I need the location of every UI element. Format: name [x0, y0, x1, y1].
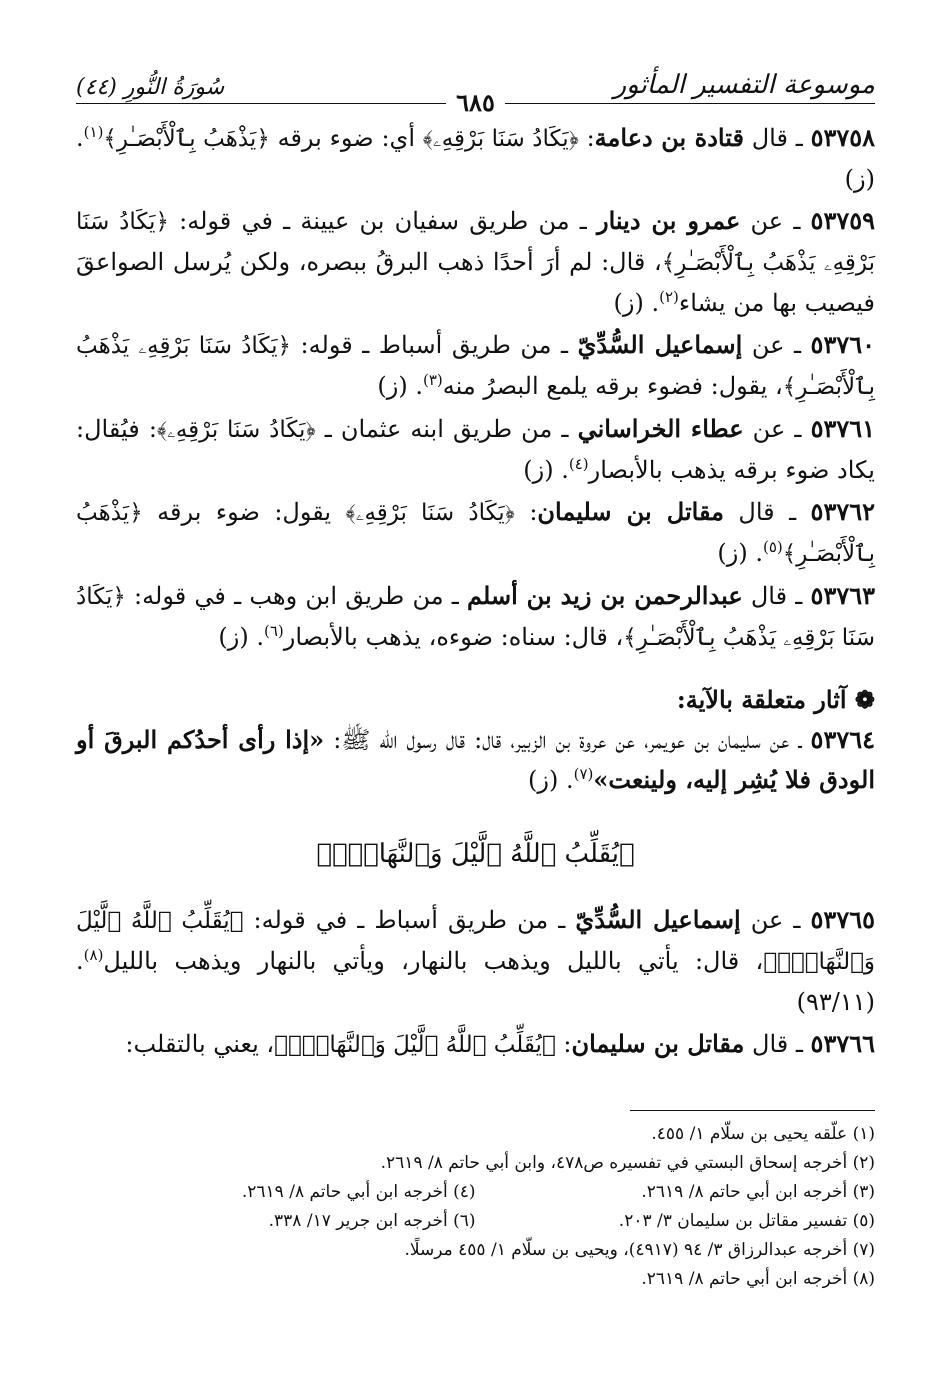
quran-quote: ﴿يَكَادُ سَنَا بَرْقِهِۦ يَذْهَبُ بِٱلْأَبْصَـٰرِ﴾: [76, 333, 875, 400]
athar-entry: [76, 409, 875, 490]
quran-quote: ﴿يُقَلِّبُ ٱللَّهُ ٱلَّيْلَ وَٱلنَّهَارَۚ﴾: [274, 1032, 556, 1058]
footnote-rule: [630, 1110, 875, 1111]
entry-prefix: ـ قال: [742, 582, 811, 610]
entry-prefix: ـ عن: [742, 331, 811, 359]
athar-entry: [76, 492, 875, 574]
entry-number: ٥٣٧٦١: [810, 414, 876, 443]
surah-title: سُورَةُ النُّورِ (٤٤): [76, 75, 225, 100]
entry-number: ٥٣٧٦٦: [810, 1029, 875, 1058]
footnotes: [76, 1120, 875, 1294]
entry-number: ٥٣٧٦٤: [810, 725, 875, 754]
entry-text: ، قال: سناه: ضوءه، يذهب بالأبصار: [283, 623, 624, 651]
entry-tail: . (ز): [523, 456, 569, 484]
entry-text: ، يقول: فضوء برقه يلمع البصرُ منه: [442, 372, 783, 400]
footnote-row: [76, 1178, 875, 1207]
entry-chain: :: [578, 124, 595, 152]
entry-tail: . (ز): [717, 539, 763, 567]
entry-number: ٥٣٧٥٩: [810, 206, 875, 235]
hadith-text: «إذا رأى أحدُكم البرقَ أو الودق فلا يُشِر إليه، ولينعت»: [76, 725, 875, 794]
entry-tail: . (ز): [613, 289, 660, 317]
entry-text: أي: ضوء برقه: [269, 124, 423, 152]
narrator-name: إسماعيل السُّدِّيّ: [575, 905, 741, 934]
athar-entry: [76, 720, 875, 800]
entry-prefix: ـ قال: [723, 498, 811, 526]
footnote-ref: (٣): [422, 371, 443, 389]
entry-text: : فيُقال: يكاد ضوء برقه يذهب بالأبصار: [76, 415, 875, 484]
footnote: (٢) أخرجه إسحاق البستي في تفسيره ص٤٧٨، وابن أبي حاتم ٨/ ٢٦١٩.: [380, 1153, 875, 1173]
entry-chain: ـ من طريق سفيان بن عيينة ـ في قوله:: [168, 207, 598, 235]
narrator-name: إسماعيل السُّدِّيّ: [577, 330, 743, 359]
entry-chain: ـ من طريق أسباط ـ قوله:: [291, 331, 578, 359]
footnote-row: [76, 1207, 875, 1236]
entry-chain: :: [555, 1030, 572, 1058]
entry-prefix: ـ عن: [740, 207, 811, 235]
quran-quote: ﴿يَذْهَبُ بِٱلْأَبْصَـٰرِ﴾: [103, 126, 270, 152]
footnote: (٤) أخرجه ابن أبي حاتم ٨/ ٢٦١٩.: [241, 1182, 476, 1202]
footnote-ref: (٨): [83, 946, 104, 964]
narrator-name: عطاء الخراساني: [577, 414, 744, 443]
entry-number: ٥٣٧٦٥: [810, 905, 875, 934]
quran-quote: ﴿يَكَادُ سَنَا بَرْقِهِۦ يَذْهَبُ بِٱلْأَبْصَـٰرِ﴾: [76, 209, 875, 276]
entry-chain: ـ من طريق ابنه عثمان ـ: [315, 415, 578, 443]
footnote-ref: (٦): [263, 622, 284, 640]
page-number: [0, 88, 951, 117]
footnote: (٦) أخرجه ابن جرير ١٧/ ٣٣٨.: [268, 1211, 476, 1231]
athar-entry: [76, 201, 875, 323]
narrator-name: عبدالرحمن بن زيد بن أسلم: [467, 581, 743, 610]
footnote-ref: (٤): [568, 455, 589, 473]
footnote: (٥) تفسير مقاتل بن سليمان ٣/ ٢٠٣.: [618, 1211, 875, 1231]
entry-number: ٥٣٧٦٠: [810, 330, 875, 359]
entry-tail: . (ز): [377, 372, 423, 400]
footnote-ref: (٥): [762, 538, 783, 556]
quran-quote: ﴿يَكَادُ سَنَا بَرْقِهِۦ يَذْهَبُ بِٱلْأَبْصَـٰرِ﴾: [76, 584, 875, 651]
narrator-name: مقاتل بن سليمان: [571, 1029, 745, 1058]
entry-text: ، قال: لم أرَ أحدًا ذهب البرقُ ببصره، ولكن يُرسل الصواعقَ فيصيب بها من يشاء: [76, 248, 875, 317]
entry-chain: :: [514, 498, 538, 526]
entry-number: ٥٣٧٦٢: [810, 497, 875, 526]
entry-text: يقول: ضوء برقه: [142, 498, 346, 526]
entry-number: ٥٣٧٦٣: [810, 581, 875, 610]
entry-prefix: ـ قال: [743, 124, 811, 152]
book-title: موسوعة التفسير المأثور: [613, 70, 875, 100]
athar-entry: [76, 118, 875, 199]
entry-prefix: ـ قال: [744, 1030, 811, 1058]
entry-chain: ـ من طريق ابن وهب ـ في قوله:: [125, 582, 468, 610]
entry-tail: . (٩٣/١١): [76, 947, 875, 1016]
entry-text: ـ عن سليمان بن عويمر، عن عروة بن الزبير، قال: قال رسول الله ﷺ:: [324, 726, 811, 754]
entry-text: ، قال: يأتي بالليل ويذهب بالنهار، ويأتي بالنهار ويذهب بالليل: [103, 947, 764, 975]
quran-quote: ﴿يُقَلِّبُ ٱللَّهُ ٱلَّيْلَ وَٱلنَّهَارَۚ﴾: [76, 908, 875, 975]
footnote: (١) علّقه يحيى بن سلّام ١/ ٤٥٥.: [651, 1124, 875, 1144]
athar-entry: [76, 900, 875, 1022]
footnote: (٨) أخرجه ابن أبي حاتم ٨/ ٢٦١٩.: [641, 1269, 875, 1289]
quran-quote: ﴿يَكَادُ سَنَا بَرْقِهِۦ﴾: [345, 500, 515, 526]
footnote: (٧) أخرجه عبدالرزاق ٣/ ٩٤ (٤٩١٧)، ويحيى بن سلّام ١/ ٤٥٥ مرسلًا.: [404, 1240, 875, 1260]
footnote-ref: (٢): [659, 288, 679, 306]
page-number-text: ٦٨٥: [446, 88, 505, 117]
narrator-name: قتادة بن دعامة: [594, 123, 744, 152]
athar-entry: [76, 1024, 875, 1065]
quran-quote: ﴿يَذْهَبُ بِٱلْأَبْصَـٰرِ﴾: [76, 500, 875, 567]
section-heading: ❁ آثار متعلقة بالآية:: [676, 685, 875, 714]
quran-quote: ﴿يَكَادُ سَنَا بَرْقِهِۦ﴾: [422, 126, 579, 152]
entry-tail: . (ز): [218, 623, 264, 651]
footnote-ref: (٧): [573, 765, 594, 783]
entry-text: ، يعني بالتقلب:: [125, 1030, 275, 1058]
athar-entry: [76, 576, 875, 658]
footnote: (٣) أخرجه ابن أبي حاتم ٨/ ٢٦١٩.: [641, 1182, 875, 1202]
narrator-name: مقاتل بن سليمان: [537, 497, 724, 526]
entry-tail: . (ز): [76, 124, 875, 193]
footnote-ref: (١): [83, 123, 104, 141]
main-text: [76, 118, 875, 1067]
entry-chain: ـ من طريق أسباط ـ في قوله:: [243, 906, 576, 934]
narrator-name: عمرو بن دينار: [597, 206, 741, 235]
entry-prefix: ـ عن: [743, 415, 811, 443]
quran-quote: ﴿يَكَادُ سَنَا بَرْقِهِۦ﴾: [156, 417, 316, 443]
entry-prefix: ـ عن: [740, 906, 811, 934]
verse-heading: ﴿يُقَلِّبُ ٱللَّهُ ٱلَّيْلَ وَٱلنَّهَارَۚ﴾: [316, 839, 635, 869]
athar-entry: [76, 325, 875, 407]
entry-tail: . (ز): [528, 766, 574, 794]
entry-number: ٥٣٧٥٨: [810, 123, 876, 152]
